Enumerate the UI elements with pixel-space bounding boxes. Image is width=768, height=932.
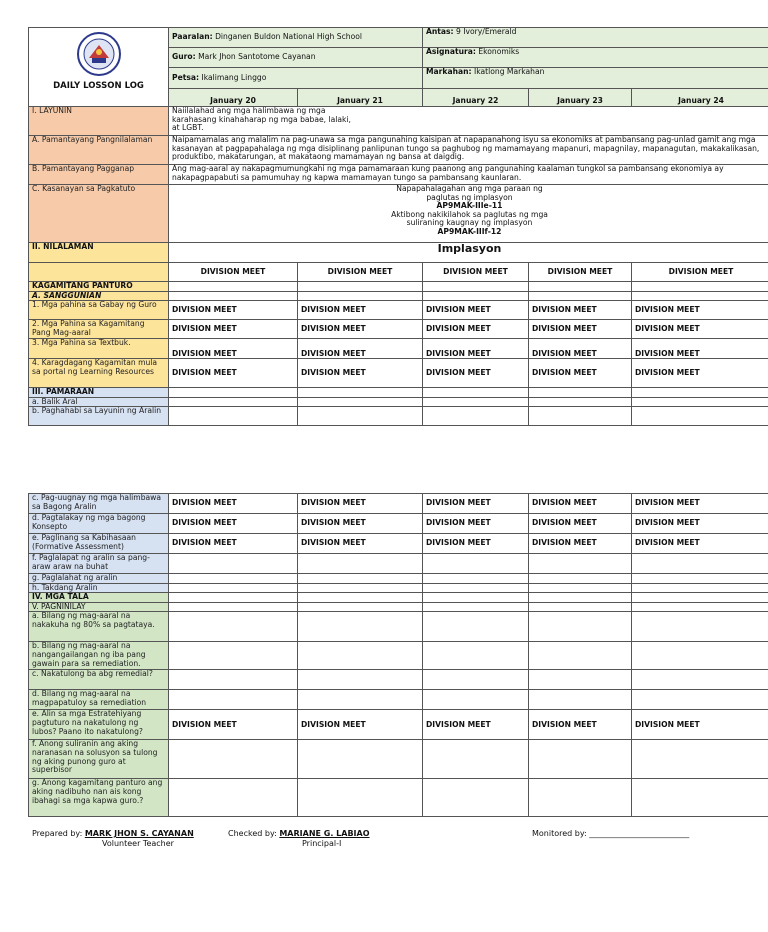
monitored-signature-line: _________________________ [589, 829, 690, 838]
row-label-kagamitang: KAGAMITANG PANTURO [29, 282, 169, 292]
row-label-blank [29, 263, 169, 282]
division-meet-cell: DIVISION MEET [632, 514, 768, 534]
row-label-takdang-aralin: h. Takdang Aralin [29, 583, 169, 593]
date-value: Ikalimang Linggo [201, 72, 267, 82]
row-label-pamantayang-pangnilalaman: A. Pamantayang Pangnilalaman [29, 136, 169, 165]
pamantayang-pagganap-content: Ang mag-aaral ay nakapagmumungkahi ng mga pamamaraan kung paanong ang pangunahing kaalaman tungkol sa pambansang ekonomiya ay nakapagpapabuti sa pamumuhay ng kapwa mamamayan tungo sa pambansang kaunlaran. [169, 165, 768, 185]
school-label: Paaralan: [172, 32, 213, 42]
nilalaman-topic: Implasyon [169, 243, 768, 263]
division-meet-cell: DIVISION MEET [423, 263, 529, 282]
division-meet-cell: DIVISION MEET [298, 359, 423, 388]
prepared-name: MARK JHON S. CAYANAN [84, 829, 194, 838]
division-meet-cell: DIVISION MEET [632, 320, 768, 339]
row-label-pagninilay: V. PAGNINILAY [29, 602, 169, 612]
division-meet-cell: DIVISION MEET [423, 301, 529, 320]
division-meet-cell: DIVISION MEET [169, 514, 298, 534]
division-meet-cell: DIVISION MEET [529, 320, 632, 339]
division-meet-cell: DIVISION MEET [169, 494, 298, 514]
division-meet-cell: DIVISION MEET [169, 301, 298, 320]
kasanayan-line: Napapahalagahan ang mga paraan ng [396, 184, 543, 193]
layunin-content [169, 107, 768, 136]
day-header: January 22 [423, 89, 529, 107]
division-meet-cell: DIVISION MEET [298, 494, 423, 514]
prepared-role: Volunteer Teacher [102, 839, 174, 848]
layunin-line: at LGBT. [172, 123, 204, 133]
division-meet-cell: DIVISION MEET [298, 263, 423, 282]
division-meet-cell: DIVISION MEET [298, 320, 423, 339]
division-meet-cell: DIVISION MEET [298, 339, 423, 359]
row-label-paglalapat: f. Paglalapat ng aralin sa pang-araw araw na buhat [29, 554, 169, 574]
division-meet-cell: DIVISION MEET [298, 301, 423, 320]
kasanayan-line: suliraning kaugnay ng implasyon [406, 218, 533, 228]
division-meet-cell: DIVISION MEET [632, 494, 768, 514]
division-meet-cell: DIVISION MEET [298, 514, 423, 534]
teacher-field [169, 48, 423, 68]
division-meet-cell: DIVISION MEET [632, 359, 768, 388]
row-label-paglalahat: g. Paglalahat ng aralin [29, 574, 169, 584]
division-meet-cell: DIVISION MEET [423, 710, 529, 740]
row-label-gabay: 1. Mga pahina sa Gabay ng Guro [29, 301, 169, 320]
row-label-kagamitang-pahina: 2. Mga Pahina sa Kagamitang Pang Mag-aaral [29, 320, 169, 339]
row-label-sanggunian: A. SANGGUNIAN [29, 291, 169, 301]
division-meet-cell: DIVISION MEET [169, 534, 298, 554]
day-header: January 24 [632, 89, 768, 107]
division-meet-cell: DIVISION MEET [632, 339, 768, 359]
checked-by-block [228, 829, 370, 849]
division-meet-cell: DIVISION MEET [632, 534, 768, 554]
grade-value: 9 Ivory/Emerald [456, 27, 517, 36]
school-value: Dinganen Buldon National High School [215, 32, 362, 42]
row-label-reflection-e: e. Alin sa mga Estratehiyang pagtuturo na nakatulong ng lubos? Paano ito nakatulong? [29, 710, 169, 740]
layunin-line: Naiilalahad ang mga halimbawa ng mga [172, 106, 326, 115]
competency-code: AP9MAK-IIIf-12 [437, 226, 502, 236]
division-meet-cell: DIVISION MEET [529, 710, 632, 740]
division-meet-cell: DIVISION MEET [169, 339, 298, 359]
quarter-value: Ikatlong Markahan [474, 67, 545, 76]
row-label-paglinang: e. Paglinang sa Kabihasaan (Formative Assessment) [29, 534, 169, 554]
pamantayang-pangnilalaman-content: Naipamamalas ang malalim na pag-unawa sa mga pangunahing kaisipan at napapanahong isyu sa ekonomiks at pambansang pag-unlad gamit ang mga kasanayan at pagpapahalaga ng mga disiplinang panlipunan tungo sa paghubog ng mamamayang mapanuri, mapagnilay, mapanagutan, makakalikasan, produktibo, makatarungan, at makataong mamamayan ng bansa at daigdig. [169, 136, 768, 165]
day-header: January 21 [298, 89, 423, 107]
division-meet-cell: DIVISION MEET [169, 263, 298, 282]
deped-seal-icon [76, 31, 122, 77]
checked-name: MARIANE G. LABIAO [279, 829, 370, 838]
dll-table-page-1 [28, 27, 768, 426]
division-meet-cell: DIVISION MEET [529, 534, 632, 554]
subject-label: Asignatura: [426, 47, 476, 56]
division-meet-cell: DIVISION MEET [632, 301, 768, 320]
quarter-label: Markahan: [426, 67, 472, 76]
row-label-mga-tala: IV. MGA TALA [29, 593, 169, 603]
division-meet-cell: DIVISION MEET [169, 359, 298, 388]
row-label-pamantayang-pagganap: B. Pamantayang Pagganap [29, 165, 169, 185]
kasanayan-line: paglutas ng implasyon [426, 192, 513, 202]
division-meet-cell: DIVISION MEET [529, 514, 632, 534]
row-label-reflection-c: c. Nakatulong ba abg remedial? [29, 670, 169, 690]
division-meet-cell: DIVISION MEET [423, 339, 529, 359]
page-title: DAILY LOSSON LOG [53, 80, 144, 91]
school-field [169, 28, 423, 48]
date-label: Petsa: [172, 72, 200, 82]
row-label-reflection-b: b. Bilang ng mag-aaral na nangangailangan ng iba pang gawain para sa remediation. [29, 642, 169, 670]
teacher-value: Mark Jhon Santotome Cayanan [198, 52, 316, 62]
day-header: January 23 [529, 89, 632, 107]
layunin-line: karahasang kinahaharap ng mga babae, lalaki, [172, 114, 351, 124]
row-label-karagdagang: 4. Karagdagang Kagamitan mula sa portal ng Learning Resources [29, 359, 169, 388]
row-label-pamaraan: III. PAMARAAN [29, 388, 169, 398]
row-label-reflection-f: f. Anong suliranin ang aking naranasan na solusyon sa tulong ng aking punong guro at superbisor [29, 740, 169, 779]
row-label-reflection-a: a. Bilang ng mag-aaral na nakakuha ng 80% sa pagtataya. [29, 612, 169, 642]
division-meet-cell: DIVISION MEET [423, 494, 529, 514]
dll-table-page-2 [28, 493, 768, 817]
grade-label: Antas: [426, 27, 454, 36]
prepared-label: Prepared by: [32, 829, 83, 838]
monitored-by-block [532, 829, 689, 839]
division-meet-cell: DIVISION MEET [169, 710, 298, 740]
division-meet-cell: DIVISION MEET [423, 534, 529, 554]
division-meet-cell: DIVISION MEET [529, 359, 632, 388]
row-label-textbook: 3. Mga Pahina sa Textbuk. [29, 339, 169, 359]
row-label-pagtalakay: d. Pagtalakay ng mga bagong Konsepto [29, 514, 169, 534]
division-meet-cell: DIVISION MEET [632, 710, 768, 740]
row-label-reflection-d: d. Bilang ng mag-aaral na magpapatuloy sa remediation [29, 690, 169, 710]
row-label-layunin: I. LAYUNIN [29, 107, 169, 136]
division-meet-cell: DIVISION MEET [529, 263, 632, 282]
division-meet-cell: DIVISION MEET [423, 359, 529, 388]
kasanayan-content [169, 185, 768, 243]
division-meet-cell: DIVISION MEET [529, 494, 632, 514]
date-field [169, 68, 423, 89]
kasanayan-line: Aktibong nakikilahok sa paglutas ng mga [391, 209, 548, 219]
division-meet-cell: DIVISION MEET [423, 514, 529, 534]
quarter-field [423, 68, 768, 89]
monitored-label: Monitored by: [532, 829, 587, 838]
teacher-label: Guro: [172, 52, 196, 62]
grade-field [423, 28, 768, 48]
row-label-nilalaman: II. NILALAMAN [29, 243, 169, 263]
row-label-kasanayan: C. Kasanayan sa Pagkatuto [29, 185, 169, 243]
division-meet-cell: DIVISION MEET [423, 320, 529, 339]
division-meet-cell: DIVISION MEET [529, 301, 632, 320]
division-meet-cell: DIVISION MEET [169, 320, 298, 339]
subject-value: Ekonomiks [478, 47, 520, 56]
division-meet-cell: DIVISION MEET [298, 710, 423, 740]
row-label-balik-aral: a. Balik Aral [29, 397, 169, 407]
competency-code: AP9MAK-IIIe-11 [436, 201, 503, 211]
checked-role: Principal-I [302, 839, 342, 848]
subject-field [423, 48, 768, 68]
division-meet-cell: DIVISION MEET [632, 263, 768, 282]
checked-label: Checked by: [228, 829, 277, 838]
row-label-paguugnay: c. Pag-uugnay ng mga halimbawa sa Bagong Aralin [29, 494, 169, 514]
row-label-reflection-g: g. Anong kagamitang panturo ang aking nadibuho nan ais kong ibahagi sa mga kapwa guro.? [29, 779, 169, 817]
division-meet-cell: DIVISION MEET [529, 339, 632, 359]
row-label-paghahabi: b. Paghahabi sa Layunin ng Aralin [29, 407, 169, 426]
school-logo-cell [29, 28, 169, 107]
day-header: January 20 [169, 89, 298, 107]
prepared-by-block [32, 829, 194, 849]
division-meet-cell: DIVISION MEET [298, 534, 423, 554]
